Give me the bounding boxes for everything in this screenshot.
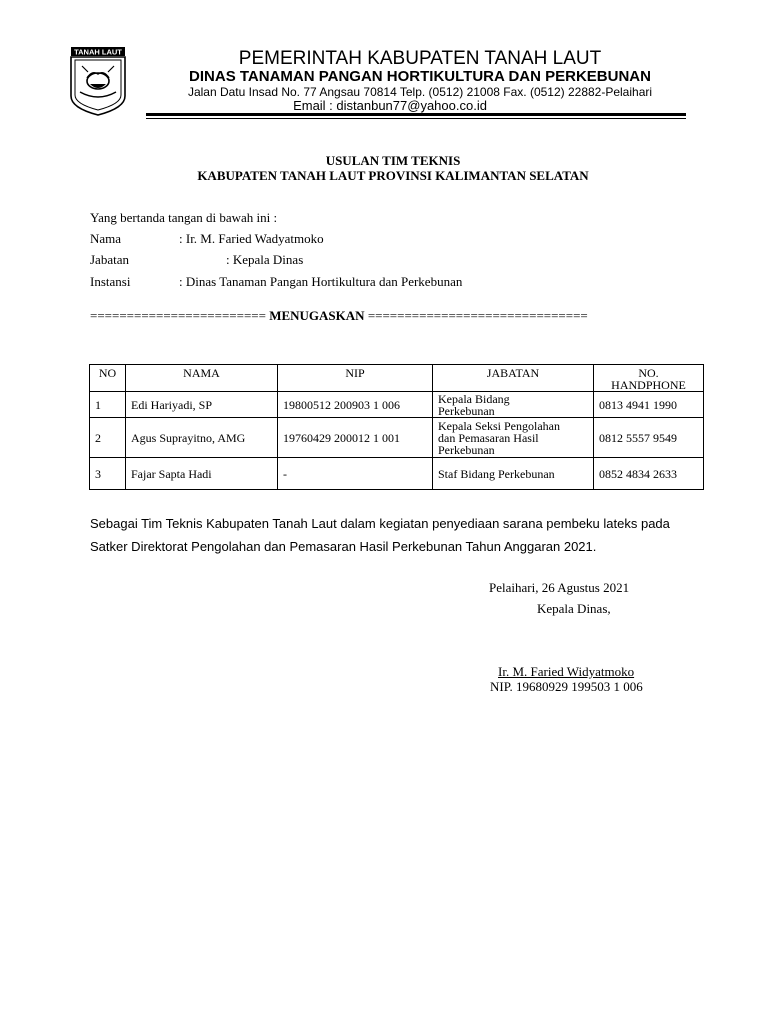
office-address: Jalan Datu Insad No. 77 Angsau 70814 Telp. (0512) 21008 Fax. (0512) 22882-Pelaihari bbox=[187, 85, 653, 99]
cell-jabatan: Staf Bidang Perkebunan bbox=[433, 458, 594, 490]
logo-text: TANAH LAUT bbox=[74, 47, 122, 57]
assignment-paragraph-line2: Satker Direktorat Pengolahan dan Pemasaran Hasil Perkebunan Tahun Anggaran 2021. bbox=[90, 539, 597, 554]
nama-label: Nama bbox=[90, 231, 122, 246]
menugaskan-word: MENUGASKAN bbox=[269, 308, 365, 323]
header-no: NO bbox=[90, 365, 126, 392]
department-name: DINAS TANAMAN PANGAN HORTIKULTURA DAN PERKEBUNAN bbox=[189, 68, 651, 85]
document-subtitle: KABUPATEN TANAH LAUT PROVINSI KALIMANTAN SELATAN bbox=[197, 168, 589, 183]
cell-no: 3 bbox=[90, 458, 126, 490]
cell-handphone: 0812 5557 9549 bbox=[594, 418, 704, 458]
office-email: Email : distanbun77@yahoo.co.id bbox=[293, 98, 487, 113]
cell-nama: Agus Suprayitno, AMG bbox=[126, 418, 278, 458]
place-date: Pelaihari, 26 Agustus 2021 bbox=[489, 580, 630, 595]
regency-logo bbox=[68, 46, 128, 116]
header-no-label: NO. bbox=[638, 366, 659, 380]
table-row bbox=[90, 418, 704, 458]
signer-position: Kepala Dinas, bbox=[537, 601, 611, 616]
government-name: PEMERINTAH KABUPATEN TANAH LAUT bbox=[238, 48, 602, 69]
table-header-row bbox=[90, 365, 704, 392]
intro-text: Yang bertanda tangan di bawah ini : bbox=[90, 210, 278, 225]
table-row bbox=[90, 392, 704, 418]
cell-nip: 19800512 200903 1 006 bbox=[278, 392, 433, 418]
separator-right: ============================== bbox=[367, 308, 588, 323]
document-title: USULAN TIM TEKNIS bbox=[325, 153, 461, 168]
cell-no: 2 bbox=[90, 418, 126, 458]
cell-nip: - bbox=[278, 458, 433, 490]
cell-handphone: 0813 4941 1990 bbox=[594, 392, 704, 418]
instansi-value: : Dinas Tanaman Pangan Hortikultura dan Perkebunan bbox=[179, 274, 463, 289]
team-table bbox=[89, 364, 704, 490]
header-handphone-label: HANDPHONE bbox=[611, 378, 686, 392]
jabatan-line: Kepala Bidang bbox=[438, 391, 510, 406]
nama-value: : Ir. M. Faried Wadyatmoko bbox=[179, 231, 324, 246]
menugaskan-line bbox=[90, 308, 588, 323]
cell-nama: Edi Hariyadi, SP bbox=[126, 392, 278, 418]
jabatan-line: Perkebunan bbox=[438, 403, 495, 418]
cell-jabatan bbox=[433, 418, 594, 458]
header-nama: NAMA bbox=[126, 365, 278, 392]
cell-nama: Fajar Sapta Hadi bbox=[126, 458, 278, 490]
jabatan-line: dan Pemasaran Hasil bbox=[438, 430, 539, 445]
cell-no: 1 bbox=[90, 392, 126, 418]
instansi-label: Instansi bbox=[90, 274, 131, 289]
signer-name: Ir. M. Faried Widyatmoko bbox=[498, 664, 635, 679]
jabatan-line: Kepala Seksi Pengolahan bbox=[438, 418, 560, 433]
jabatan-line: Perkebunan bbox=[438, 442, 495, 457]
cell-jabatan bbox=[433, 392, 594, 418]
separator-left: ======================== bbox=[90, 308, 266, 323]
signer-nip: NIP. 19680929 199503 1 006 bbox=[490, 679, 643, 694]
header-handphone bbox=[594, 365, 704, 392]
cell-nip: 19760429 200012 1 001 bbox=[278, 418, 433, 458]
header-jabatan: JABATAN bbox=[433, 365, 594, 392]
assignment-paragraph-line1: Sebagai Tim Teknis Kabupaten Tanah Laut dalam kegiatan penyediaan sarana pembeku lateks pada bbox=[90, 516, 670, 531]
cell-handphone: 0852 4834 2633 bbox=[594, 458, 704, 490]
jabatan-label: Jabatan bbox=[90, 252, 129, 267]
letterhead-rule-thin bbox=[146, 118, 686, 119]
jabatan-value: : Kepala Dinas bbox=[226, 252, 304, 267]
table-row bbox=[90, 458, 704, 490]
letterhead-rule-thick bbox=[146, 113, 686, 116]
header-nip: NIP bbox=[278, 365, 433, 392]
